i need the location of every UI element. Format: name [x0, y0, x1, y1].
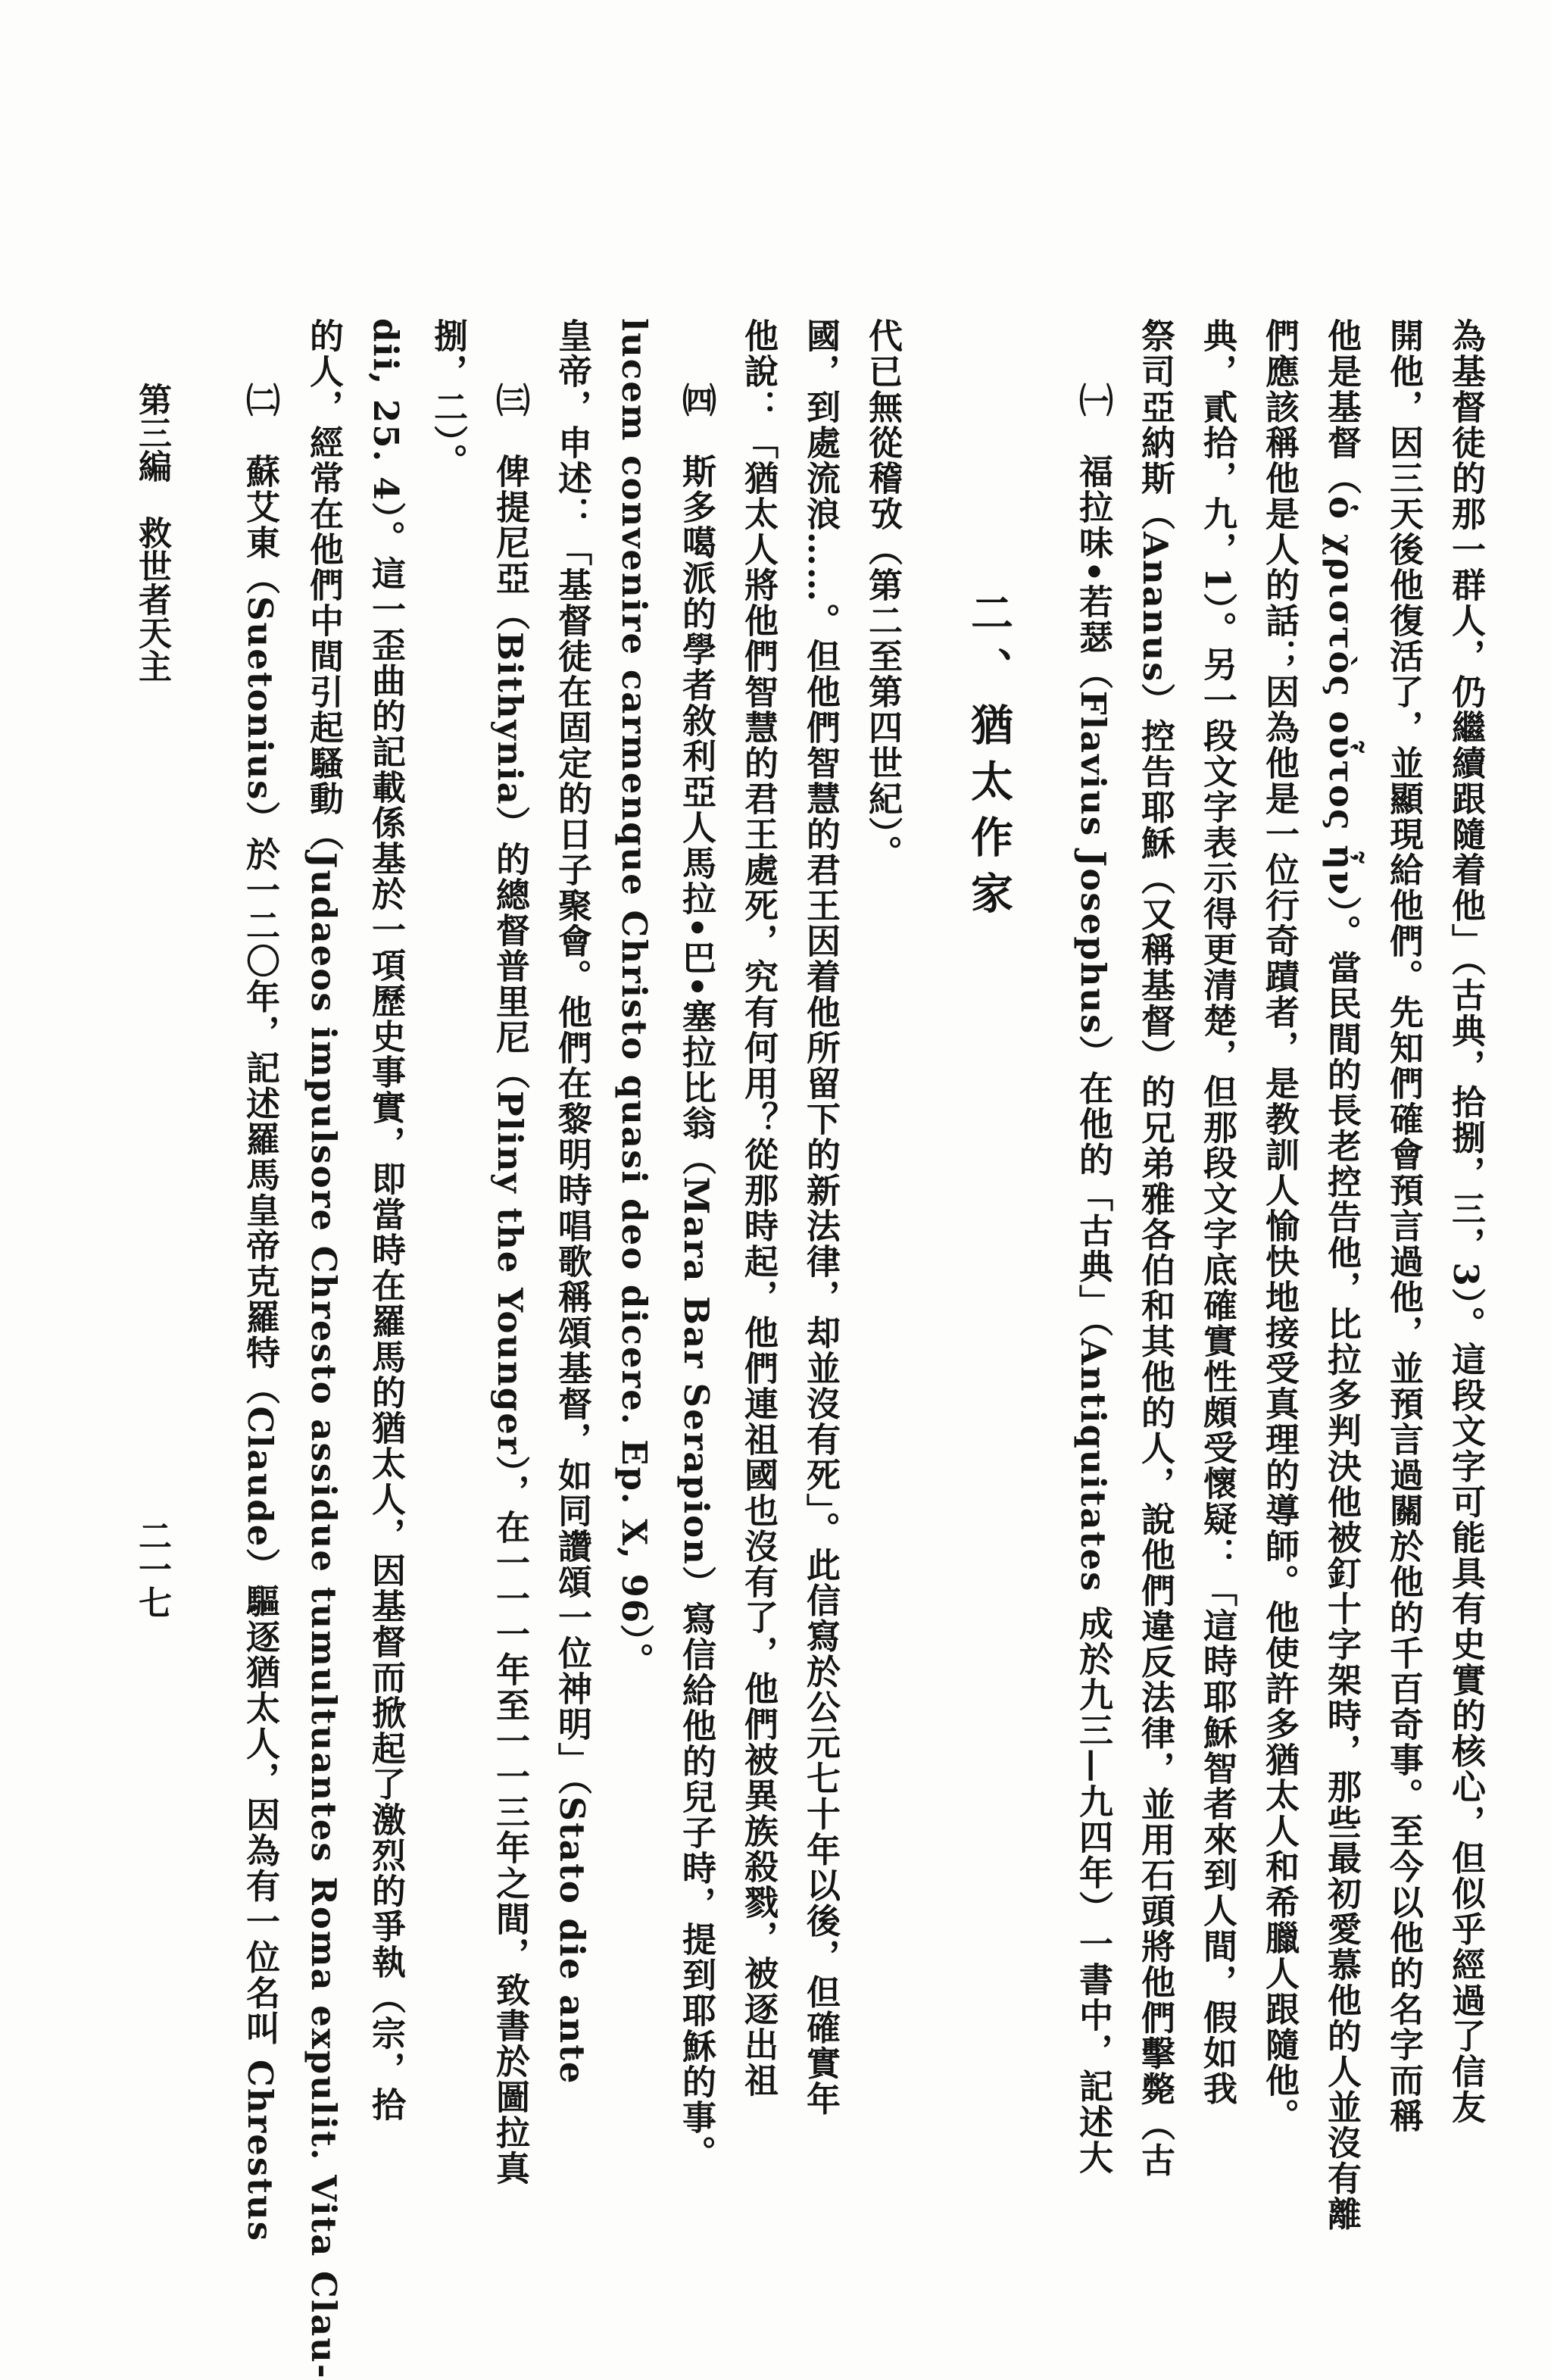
text-column: lucem convenire carmenque Christo quasi deo dicere. Ep. X, 96）。 [614, 318, 654, 1679]
running-header-title: 第三編 救世者天主 [133, 383, 171, 682]
text-column: 為基督徒的那一群人，仍繼續跟隨着他」（古典，拾捌，三，3）。這段文字可能具有史實的核心，但似乎經過了信友 [1446, 318, 1486, 2125]
text-column: 他說：「猶太人將他們智慧的君王處死，究有何用？從那時起，他們連祖國也沒有了，他們被異族殺戮，被逐出祖 [738, 318, 779, 2098]
text-column: ㈣ 斯多噶派的學者敘利亞人馬拉•巴•塞拉比翁（Mara Bar Serapion）寫信給他的兒子時，提到耶穌的事。 [676, 383, 716, 2171]
page-number: 二一七 [133, 1519, 171, 1619]
text-column: ㈠ 福拉味•若瑟（Flavius Josephus）在他的「古典」（Antiquitates 成於九三—九四年）一書中，記述大 [1073, 383, 1113, 2176]
text-column: 祭司亞納斯（Ananus）控告耶穌（又稱基督）的兄弟雅各伯和其他的人，說他們違反法律，並用石頭將他們擊斃（古 [1135, 318, 1175, 2179]
text-column: ㈢ 俾提尼亞（Bithynia）的總督普里尼（Pliny the Younger），在一一一年至一一三年之間，致書於圖拉真 [490, 383, 530, 2187]
text-column: dii, 25. 4）。這一歪曲的記載係基於一項歷史事實，即當時在羅馬的猶太人，因基督而掀起了激烈的爭執（宗，拾 [366, 318, 406, 2122]
text-column: 他是基督（ὁ χριστὸς οὗτος ἦν）。當民間的長老控告他，比拉多判決他被釘十字架時，那些最初愛慕他的人並沒有離 [1322, 318, 1362, 2232]
text-column: ㈡ 蘇艾東（Suetonius）於一二〇年，記述羅馬皇帝克羅特（Claude）驅逐猶太人，因為有一位名叫 Chrestus [240, 383, 280, 2243]
text-column: 代已無從稽攷（第二至第四世紀）。 [863, 318, 903, 871]
text-column: 典，貳拾，九，1）。另一段文字表示得更清楚，但那段文字底確實性頗受懷疑：「這時耶穌智者來到人間，假如我 [1197, 318, 1237, 2107]
text-column: 捌，二）。 [428, 318, 468, 479]
text-column: 皇帝，申述：「基督徒在固定的日子聚會。他們在黎明時唱歌稱頌基督，如同讚頌一位神明」（Stato die ante [552, 318, 592, 2085]
text-column: 們應該稱他是人的話；因為他是一位行奇蹟者，是教訓人愉快地接受真理的導師。他使許多猶太人和希臘人跟隨他。 [1259, 318, 1300, 2134]
section-heading: 二、猶太作家 [964, 591, 1014, 927]
text-column: 國，到處流浪……。但他們智慧的君王因着他所留下的新法律，却並沒有死」。此信寫於公元七十年以後，但確實年 [800, 318, 841, 2117]
text-column: 的人，經常在他們中間引起騷動（Judaeos impulsore Chresto assidue tumultuantes Roma expulit. Vita Clau- [304, 318, 344, 2380]
text-column: 開他，因三天後他復活了，並顯現給他們。先知們確會預言過他，並預言過關於他的千百奇事。至今以他的名字而稱 [1384, 318, 1424, 2134]
